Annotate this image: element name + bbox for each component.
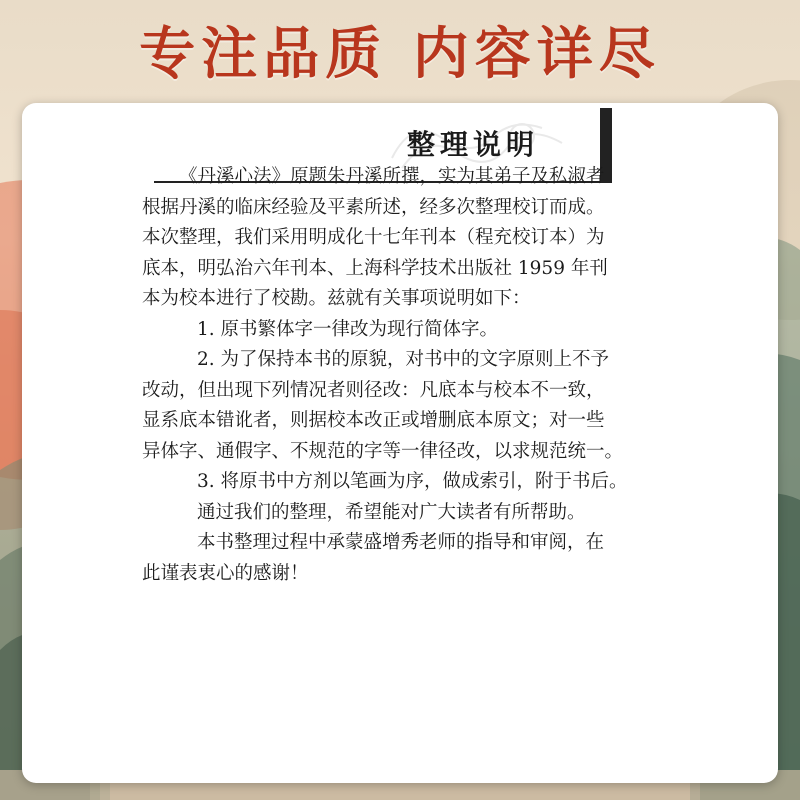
- body-line: 改动，但出现下列情况者则径改：凡底本与校本不一致，: [142, 379, 605, 401]
- body-line: 异体字、通假字、不规范的字等一律径改，以求规范统一。: [142, 440, 624, 462]
- top-banner: [0, 0, 800, 100]
- body-line: 《丹溪心法》原题朱丹溪所撰，实为其弟子及私淑者: [179, 166, 605, 187]
- body-line: 根据丹溪的临床经验及平素所述，经多次整理校订而成。: [142, 196, 605, 218]
- body-line: 2. 为了保持本书的原貌，对书中的文字原则上不予: [197, 349, 610, 370]
- banner-title: 专注品质 内容详尽: [139, 22, 661, 87]
- body-line: 通过我们的整理，希望能对广大读者有所帮助。: [197, 501, 586, 523]
- body-text: [142, 162, 662, 589]
- body-line: 3. 将原书中方剂以笔画为序，做成索引，附于书后。: [197, 471, 628, 492]
- body-line: 本书整理过程中承蒙盛增秀老师的指导和审阅，在: [197, 532, 605, 553]
- body-line: 本为校本进行了校勘。兹就有关事项说明如下：: [142, 288, 531, 309]
- section-title: 整理说明: [407, 128, 540, 161]
- body-line: 1. 原书繁体字一律改为现行简体字。: [197, 318, 499, 340]
- body-line: 本次整理，我们采用明成化十七年刊本（程充校订本）为: [142, 227, 605, 248]
- body-line: 显系底本错讹者，则据校本改正或增删底本原文；对一些: [142, 410, 605, 431]
- body-line: 此谨表衷心的感谢！: [142, 562, 309, 584]
- body-line: 底本，明弘治六年刊本、上海科学技术出版社 1959 年刊: [142, 257, 608, 279]
